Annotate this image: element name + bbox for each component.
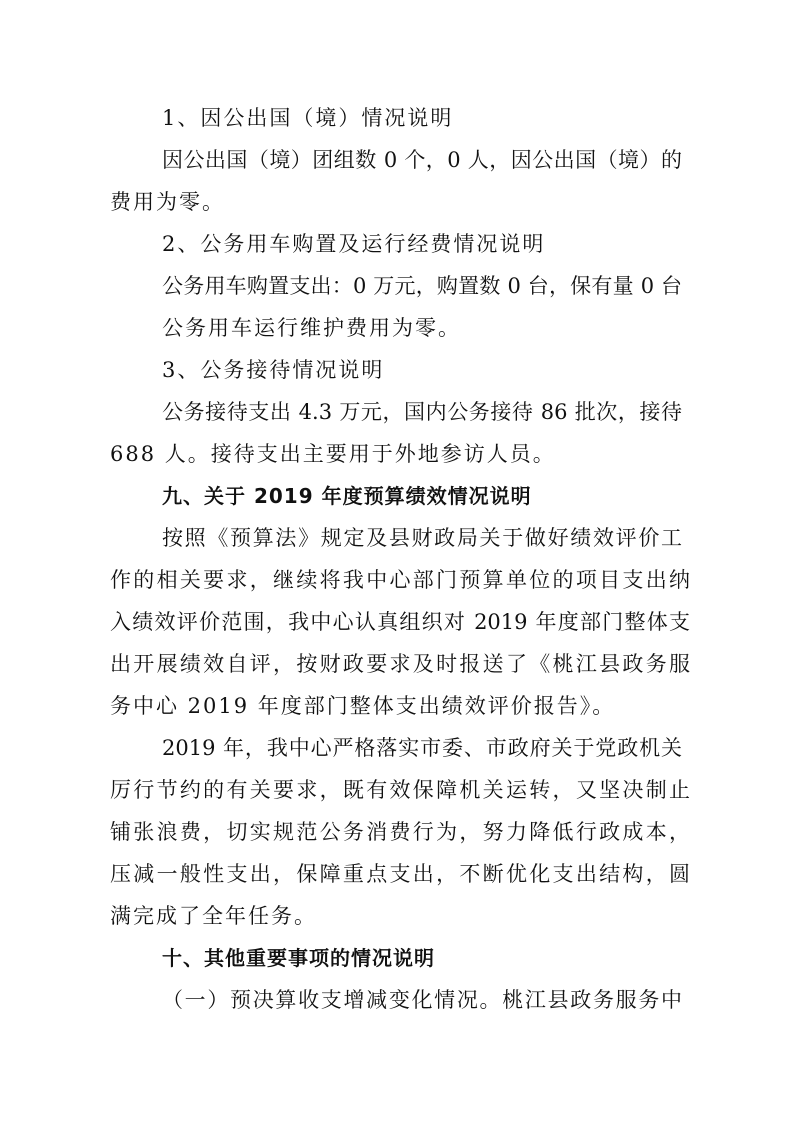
paragraph-line: （一）预决算收支增减变化情况。桃江县政务服务中 [162,988,682,1012]
paragraph-line: 2019 年，我中心严格落实市委、市政府关于党政机关 [162,736,682,760]
subheading-overseas: 1、因公出国（境）情况说明 [162,106,454,130]
subheading-vehicles: 2、公务用车购置及运行经费情况说明 [162,232,546,256]
paragraph-line: 厉行节约的有关要求，既有效保障机关运转，又坚决制止 [110,778,690,802]
section-heading-10: 十、其他重要事项的情况说明 [162,946,435,970]
section-heading-9: 九、关于 2019 年度预算绩效情况说明 [162,484,532,508]
paragraph-line: 压减一般性支出，保障重点支出，不断优化支出结构，圆 [110,862,690,886]
paragraph-line: 公务用车运行维护费用为零。 [162,316,461,340]
paragraph-line: 入绩效评价范围，我中心认真组织对 2019 年度部门整体支 [110,610,690,634]
paragraph-line: 因公出国（境）团组数 0 个，0 人，因公出国（境）的 [162,148,682,172]
paragraph-line: 688 人。接待支出主要用于外地参访人员。 [110,442,556,466]
paragraph-line: 作的相关要求，继续将我中心部门预算单位的项目支出纳 [110,568,690,592]
paragraph-line: 公务接待支出 4.3 万元，国内公务接待 86 批次，接待 [162,400,682,424]
paragraph-line: 满完成了全年任务。 [110,904,317,928]
paragraph-line: 务中心 2019 年度部门整体支出绩效评价报告》。 [110,694,616,718]
subheading-reception: 3、公务接待情况说明 [162,358,385,382]
paragraph-line: 按照《预算法》规定及县财政局关于做好绩效评价工 [162,526,682,550]
paragraph-line: 公务用车购置支出：0 万元，购置数 0 台，保有量 0 台 [162,274,682,298]
paragraph-line: 出开展绩效自评，按财政要求及时报送了《桃江县政务服 [110,652,690,676]
paragraph-line: 铺张浪费，切实规范公务消费行为，努力降低行政成本， [110,820,690,844]
paragraph-line: 费用为零。 [110,190,225,214]
